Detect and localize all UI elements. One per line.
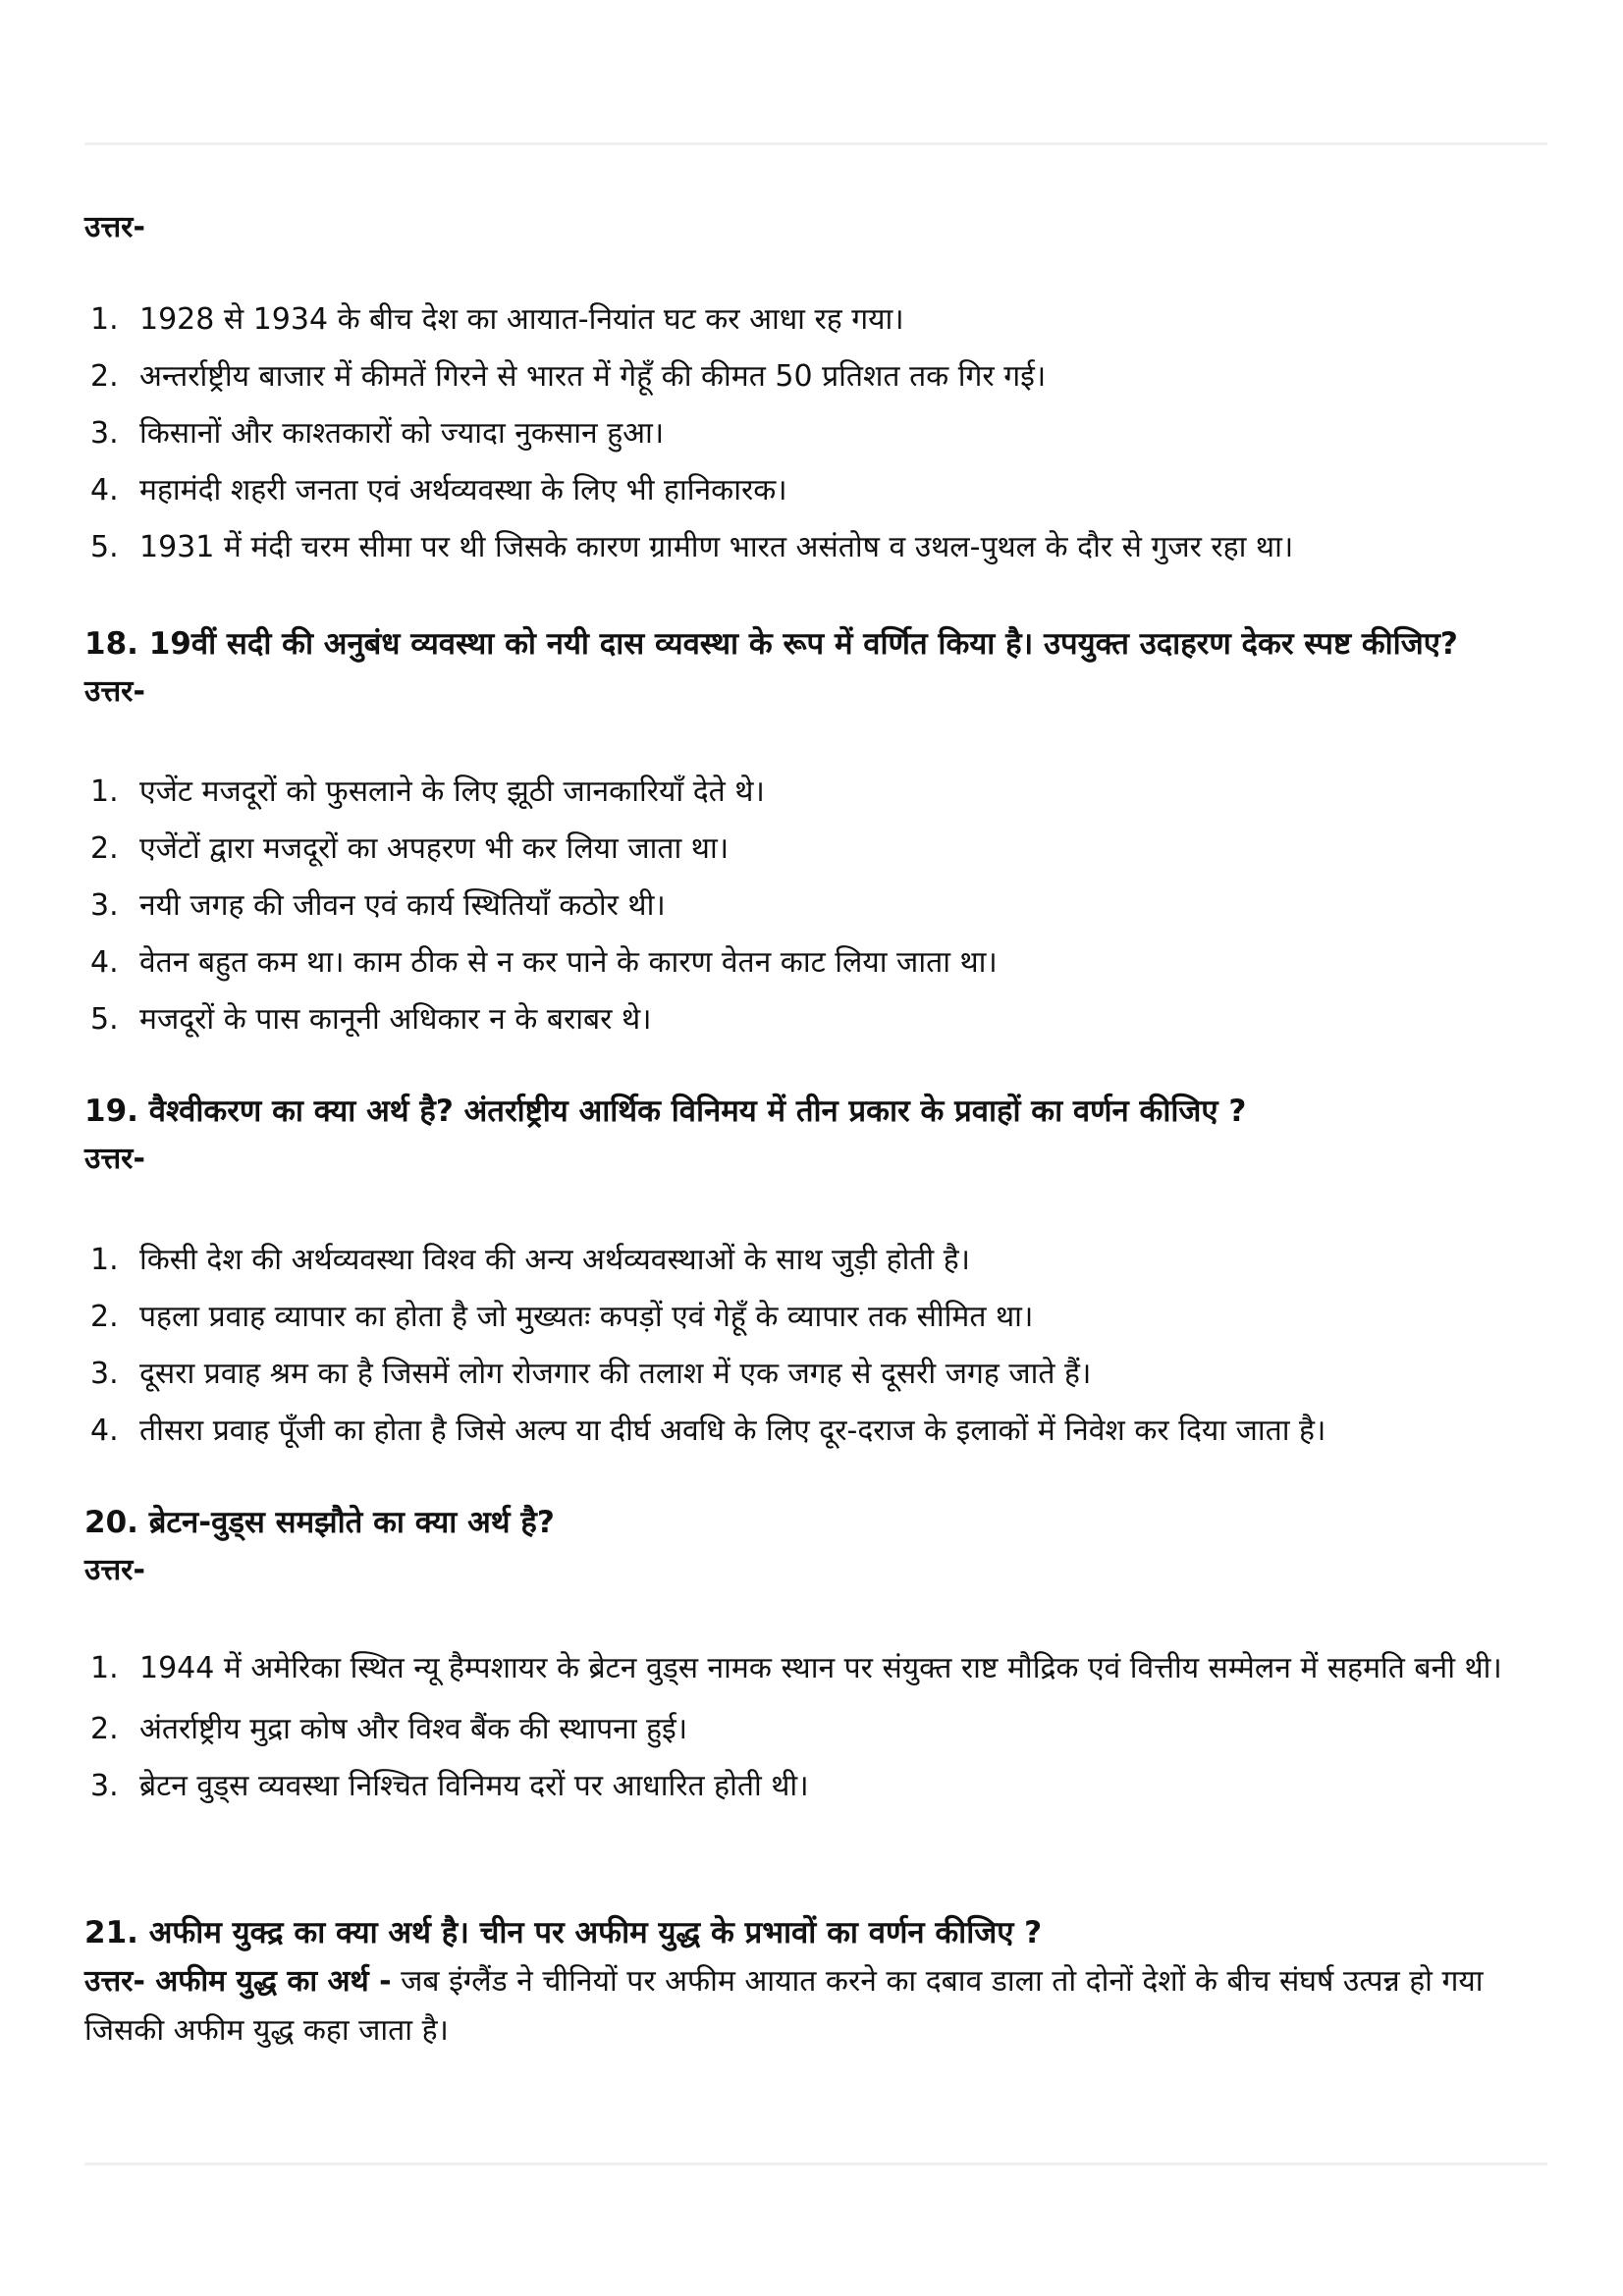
question-heading: 21. अफीम युक्द्र का क्या अर्थ है। चीन पर अफीम युद्ध के प्रभावों का वर्णन कीजिए ? [84,1915,1043,1950]
item-text: अंतर्राष्ट्रीय मुद्रा कोष और विश्व बैंक की स्थापना हुई। [139,1712,688,1746]
item-number: 1. [90,1243,119,1277]
answer-label: उत्तर- [84,1553,145,1587]
section-18 [84,621,1547,712]
item-number: 2. [90,359,119,394]
item-number: 5. [90,530,119,564]
answer-list [84,1232,1547,1460]
section-19-answers [84,1232,1547,1460]
question-heading: 18. 19वीं सदी की अनुबंध व्यवस्था को नयी दास व्यवस्था के रूप में वर्णित किया है। उपयुक्त उदाहरण देकर स्पष्ट कीजिए? [84,626,1458,662]
item-number: 2. [90,831,119,866]
item-number: 2. [90,1712,119,1746]
item-text: एजेंटों द्वारा मजदूरों का अपहरण भी कर लिया जाता था। [139,831,730,866]
section-19 [84,1089,1547,1179]
list-item [84,462,1547,519]
list-item [84,292,1547,348]
question-heading: 20. ब्रेटन-वुड्स समझौते का क्या अर्थ है? [84,1505,555,1540]
item-text: 1928 से 1934 के बीच देश का आयात-नियांत घट कर आधा रह गया। [139,302,904,337]
list-item [84,1346,1547,1403]
item-text: दूसरा प्रवाह श्रम का है जिसमें लोग रोजगार की तलाश में एक जगह से दूसरी जगह जाते हैं। [139,1357,1092,1391]
list-item [84,1758,1547,1815]
item-number: 1. [90,1651,119,1685]
section-20 [84,1500,1547,1590]
item-number: 3. [90,1357,119,1391]
answer-label: उत्तर- [84,210,145,244]
list-item [84,1232,1547,1289]
question-heading: 19. वैश्वीकरण का क्या अर्थ है? अंतर्राष्ट्रीय आर्थिक विनिमय में तीन प्रकार के प्रवाहों का वर्णन कीजिए ? [84,1094,1247,1129]
list-item [84,1701,1547,1758]
item-number: 4. [90,473,119,507]
item-text: तीसरा प्रवाह पूँजी का होता है जिसे अल्प या दीर्घ अवधि के लिए दूर-दराज के इलाकों में निवेश कर दिया जाता है। [139,1414,1326,1448]
item-text: महामंदी शहरी जनता एवं अर्थव्यवस्था के लिए भी हानिकारक। [139,473,787,507]
answer-list [84,764,1547,1048]
item-text: ब्रेटन वुड्स व्यवस्था निश्चित विनिमय दरों पर आधारित होती थी। [139,1769,809,1803]
item-text: पहला प्रवाह व्यापार का होता है जो मुख्यतः कपड़ों एवं गेहूँ के व्यापार तक सीमित था। [139,1300,1034,1334]
list-item [84,878,1547,934]
item-text: किसानों और काश्तकारों को ज्यादा नुकसान हुआ। [139,416,665,451]
item-text: 1944 में अमेरिका स्थित न्यू हैम्पशायर के ब्रेटन वुड्स नामक स्थान पर संयुक्त राष्ट मौद्रिक एवं वित्तीय सम्मेलन में सहमति बनी थी। [139,1651,1502,1685]
item-number: 4. [90,1414,119,1448]
item-text: मजदूरों के पास कानूनी अधिकार न के बराबर थे। [139,1002,652,1037]
answer-list [84,1644,1547,1815]
list-item [84,764,1547,821]
answer-body: जब इंग्लैंड ने चीनियों पर अफीम आयात करने का दबाव डाला तो दोनों देशों के बीच संघर्ष उत्पन्न हो गया जिसकी अफीम युद्ध कहा जाता है। [84,1964,1484,2048]
item-text: किसी देश की अर्थव्यवस्था विश्व की अन्य अर्थव्यवस्थाओं के साथ जुड़ी होती है। [139,1243,971,1277]
bottom-divider [84,2163,1547,2165]
list-item [84,1644,1547,1701]
item-number: 3. [90,416,119,451]
item-text: नयी जगह की जीवन एवं कार्य स्थितियाँ कठोर थी। [139,888,666,923]
item-text: अन्तर्राष्ट्रीय बाजार में कीमतें गिरने से भारत में गेहूँ की कीमत 50 प्रतिशत तक गिर गई। [139,359,1047,394]
item-text: वेतन बहुत कम था। काम ठीक से न कर पाने के कारण वेतन काट लिया जाता था। [139,945,998,980]
answer-paragraph [84,1957,1547,2056]
item-number: 3. [90,1769,119,1803]
answer-label: उत्तर- [84,674,145,709]
item-number: 2. [90,1300,119,1334]
list-item [84,1403,1547,1460]
section-20-answers [84,1644,1547,1815]
item-number: 5. [90,1002,119,1037]
list-item [84,519,1547,576]
answer-list [84,292,1547,576]
answer-label: उत्तर- [84,1142,145,1176]
list-item [84,405,1547,462]
list-item [84,348,1547,405]
answer-lead: उत्तर- अफीम युद्ध का अर्थ - [84,1964,392,1999]
list-item [84,1289,1547,1346]
item-text: एजेंट मजदूरों को फुसलाने के लिए झूठी जानकारियाँ देते थे। [139,774,765,809]
item-text: 1931 में मंदी चरम सीमा पर थी जिसके कारण ग्रामीण भारत असंतोष व उथल-पुथल के दौर से गुजर रहा था। [139,530,1294,564]
item-number: 3. [90,888,119,923]
section-18-answers [84,764,1547,1048]
top-divider [84,142,1547,145]
section-21 [84,1910,1547,2056]
item-number: 1. [90,774,119,809]
section-17 [84,208,1547,247]
list-item [84,821,1547,878]
list-item [84,991,1547,1048]
list-item [84,934,1547,991]
section-17-answers [84,292,1547,576]
item-number: 4. [90,945,119,980]
item-number: 1. [90,302,119,337]
